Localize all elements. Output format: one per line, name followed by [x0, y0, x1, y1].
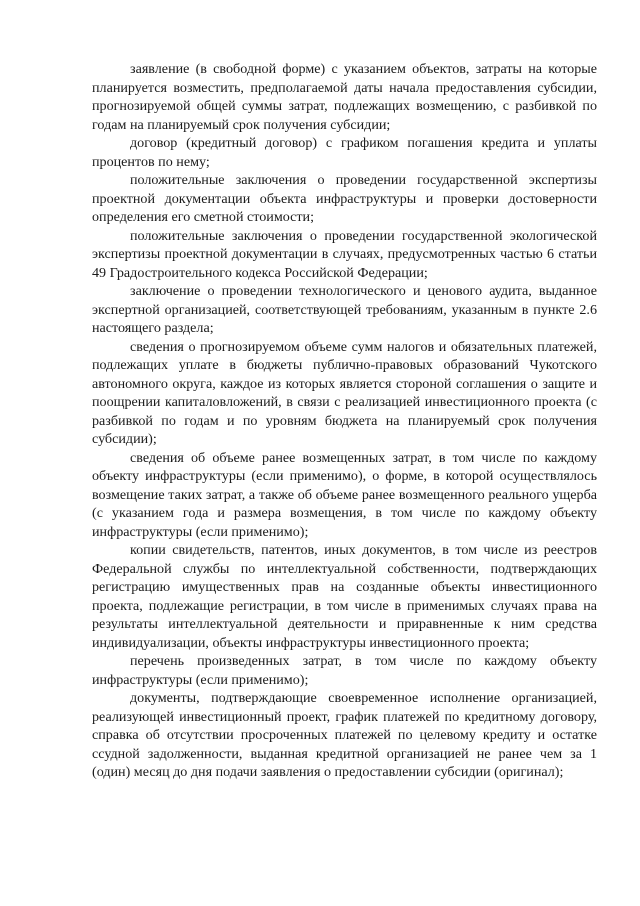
- paragraph-state-expertise: положительные заключения о проведении государственной экспертизы проектной документации объекта инфраструктуры и проверки достоверности определения его сметной стоимости;: [92, 172, 597, 225]
- paragraph-ecological-expertise: положительные заключения о проведении государственной экологической экспертизы проектной документации в случаях, предусмотренных частью 6 статьи 49 Градостроительного кодекса Российской Федерации;: [92, 227, 597, 281]
- paragraph-costs-list: перечень произведенных затрат, в том числе по каждому объекту инфраструктуры (если применимо);: [92, 653, 597, 688]
- document-body: [92, 60, 597, 782]
- paragraph-application: заявление (в свободной форме) с указанием объектов, затраты на которые планируется возместить, предполагаемой даты начала предоставления субсидии, прогнозируемой общей суммы затрат, подлежащих возмещению, с разбивкой по годам на планируемый срок получения субсидии;: [92, 61, 597, 133]
- paragraph-taxes-forecast: сведения о прогнозируемом объеме сумм налогов и обязательных платежей, подлежащих уплате в бюджеты публично-правовых образований Чукотского автономного округа, каждое из которых является стороной соглашения о защите и поощрении капиталовложений, в связи с реализацией инвестиционного проекта (с разбивкой по годам и по уровням бюджета на планируемый срок получения субсидии);: [92, 338, 597, 447]
- paragraph-payment-documents: документы, подтверждающие своевременное исполнение организацией, реализующей инвестиционный проект, график платежей по кредитному договору, справка об отсутствии просроченных платежей по целевому кредиту и остатке ссудной задолженности, выданная кредитной организацией не ранее чем за 1 (один) месяц до дня подачи заявления о предоставлении субсидии (оригинал);: [92, 690, 597, 780]
- paragraph-reimbursed-costs: сведения об объеме ранее возмещенных затрат, в том числе по каждому объекту инфраструктуры (если применимо), о форме, в которой осуществлялось возмещение таких затрат, а также об объеме ранее возмещенного реального ущерба (с указанием года и размера возмещения, в том числе по каждому объекту инфраструктуры (если применимо);: [92, 449, 597, 540]
- paragraph-audit-conclusion: заключение о проведении технологического и ценового аудита, выданное экспертной организацией, соответствующей требованиям, указанным в пункте 2.6 настоящего раздела;: [92, 283, 597, 336]
- paragraph-certificates-copies: копии свидетельств, патентов, иных документов, в том числе из реестров Федеральной службы по интеллектуальной собственности, подтверждающих регистрацию имущественных прав на созданные объекты инвестиционного проекта, подлежащие регистрации, в том числе в применимых случаях права на результаты интеллектуальной деятельности и приравненные к ним средства индивидуализации, объекты инфраструктуры инвестиционного проекта;: [92, 542, 597, 651]
- paragraph-credit-agreement: договор (кредитный договор) с графиком погашения кредита и уплаты процентов по нему;: [92, 135, 597, 170]
